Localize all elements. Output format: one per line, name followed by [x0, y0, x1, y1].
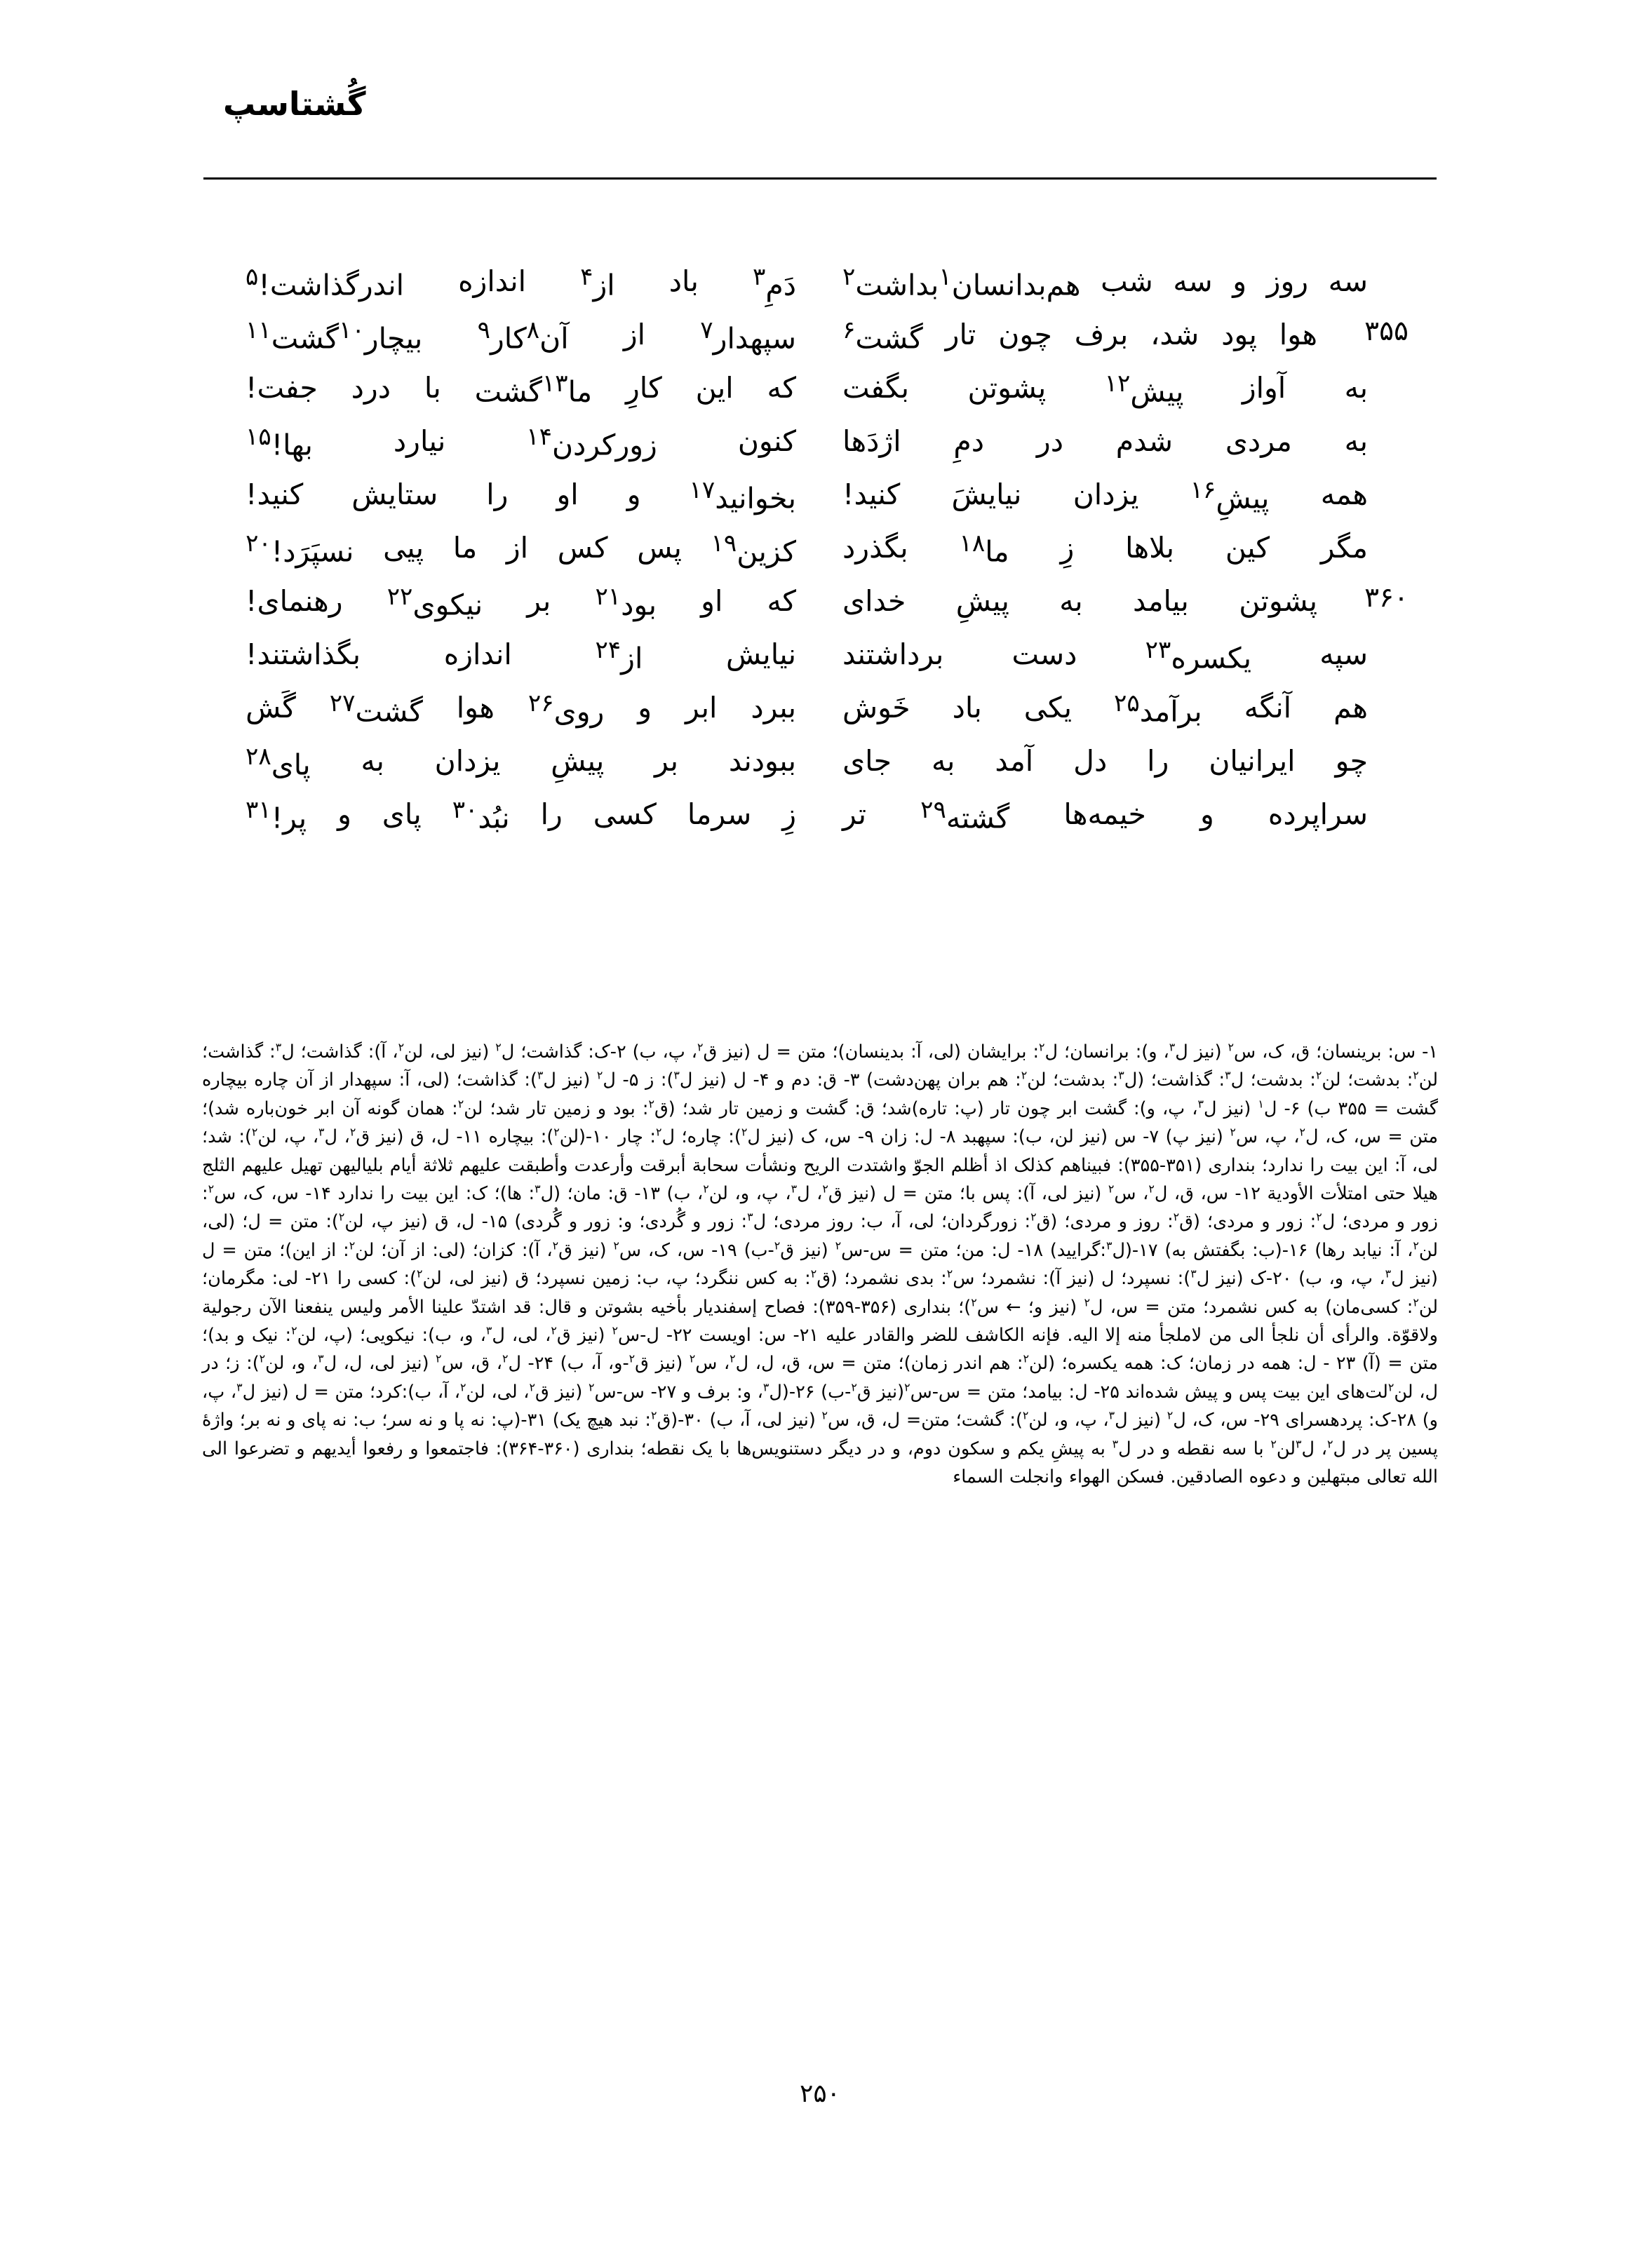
hemistich-second: زِ سرما کسی را نبُد$^{۳۰}$ پای و پر!$^{۳۱}$ [246, 795, 796, 835]
hemistich-first: سپه یکسره$^{۲۳}$ دست برداشتند [842, 635, 1368, 675]
verse-couplet [231, 419, 1409, 467]
verse-couplet [231, 473, 1409, 520]
hemistich-first: سراپرده و خیمه‌ها گشته$^{۲۹}$ تر [842, 795, 1368, 835]
verse-couplet [231, 633, 1409, 680]
hemistich-first: هوا پود شد، برف چون تار گشت$^۶$ [842, 316, 1317, 356]
verse-couplet [231, 739, 1409, 787]
hemistich-first: مگر کین بلاها زِ ما$^{۱۸}$ بگذرد [842, 529, 1368, 569]
apparatus-criticus [202, 1038, 1438, 1492]
verse-couplet [231, 259, 1409, 307]
hemistich-second: ببرد ابر و روی$^{۲۶}$ هوا گشت$^{۲۷}$ گَش [246, 689, 796, 729]
hemistich-second: دَمِ$^۳$ باد از$^۴$ اندازه اندرگذاشت!$^۵$ [246, 263, 796, 302]
apparatus-paragraph: ۱- س: برینسان؛ ق، ک، س$^۲$ (نیز ل$^۳$، و): برانسان؛ ل$^۲$: برایشان (لی، آ: بدینسان)؛ متن = ل (نیز ق$^۲$، پ، ب) ۲-ک: گذاشت؛ ل$^۲$ (نیز لی، لن$^۲$، آ): گذاشت؛ ل$^۳$: گذاشت؛ لن$^۲$: بدشت؛ لن$^۲$: بدشت؛ ل$^۳$: گذاشت؛ (ل$^۳$: بدشت؛ لن$^۲$: هم بران پهن‌دشت) ۳- ق: دم و ۴- ل (نیز ل$^۳$): ز ۵- ل$^۲$ (نیز ل$^۳$): گذاشت؛ (لی، آ: سپهدار از آن چاره بیچاره گشت = ۳۵۵ ب) ۶- ل$^۱$ (نیز ل$^۳$، پ، و): گشت ابر چون تار (پ: تاره)شد؛ ق: گشت و زمین تار شد؛ (ق$^۲$: بود و زمین تار شد؛ لن$^۲$: همان گونه آن ابر خون‌باره شد)؛ متن = س، ک، ل$^۲$، پ، س$^۲$ (نیز پ) ۷- س (نیز لن، ب): سپهبد ۸- ل: زان ۹- س، ک (نیز ل$^۲$): چاره؛ ل$^۲$: چار ۱۰-(لن$^۲$): بیچاره ۱۱- ل، ق (نیز ق$^۲$، ل$^۳$، پ، لن$^۲$): شد؛ لی، آ: این بیت را ندارد؛ بنداری (۳۵۱-۳۵۵): فبیناهم کذلک اذ أظلم الجوّ واشتدت الریح ونشأت سحابة أبرقت وأرعدت وأطبقت علیهم ثلاثة أیام بلیالیهن تهیل علیهم الثلج هیلا حتی امتلأت الأودیة ۱۲- س، ق، ل$^۲$، س$^۲$ (نیز لی، آ): پس با؛ متن = ل (نیز ق$^۲$، ل$^۳$، پ، و، لن$^۲$، ب) ۱۳- ق: مان؛ (ل$^۳$: ها)؛ ک: این بیت را ندارد ۱۴- س، ک، س$^۲$: زور و مردی؛ ل$^۲$: زور و مردی؛ (ق$^۲$: روز و مردی؛ (ق$^۲$: زورگردان؛ لی، آ، ب: روز مردی؛ ل$^۳$: زور و گُردی؛ و: زور و گُردی) ۱۵- ل، ق (نیز پ، لن$^۲$): متن = ل؛ (لی، لن$^۲$، آ: نیابد رها) ۱۶-(ب: بگفتش به) ۱۷-(ل$^۳$:گرایید) ۱۸- ل: من؛ متن = س-س$^۲$ (نیز ق$^۲$-ب) ۱۹- س، ک، س$^۲$ (نیز ق$^۲$، آ): کزان؛ (لی: از آن؛ لن$^۲$: از این)؛ متن = ل (نیز ل$^۳$، پ، و، ب) ۲۰-ک (نیز ل$^۳$): نسپرد؛ ل (نیز آ): نشمرد؛ س$^۲$: بدی نشمرد؛ (ق$^۲$: به کس ننگرد؛ پ، ب: زمین نسپرد؛ ق (نیز لی، لن$^۲$): کسی را ۲۱- لی: مگرمان؛ لن$^۲$: کسی‌مان) به کس نشمرد؛ متن = س، ل$^۲$ (نیز و؛ ← س$^۲$)؛ بنداری (۳۵۶-۳۵۹): فصاح إسفندیار بأخیه بشوتن و قال: قد اشتدّ علینا الأمر ولیس ینفعنا الآن رجولیة ولاقوّة. والرأی أن نلجأ الی من لاملجأ منه إلا الیه. فإنه الکاشف للضر والقادر علیه ۲۱- س: اویست ۲۲- ل-س$^۲$ (نیز ق$^۲$، لی، ل$^۳$، و، ب): نیکویی؛ (پ، لن$^۲$: نیک و بد)؛ متن = (آ) ۲۳ - ل: همه در زمان؛ ک: همه یکسره؛ (لن$^۲$: هم اندر زمان)؛ متن = س، ق، ل، ل$^۲$، س$^۲$ (نیز ق$^۲$-و، آ، ب) ۲۴- ل$^۲$، ق، س$^۲$ (نیز لی، ل، ل$^۳$، و، لن$^۲$): ز؛ در ل، لن$^۲$لت‌های این بیت پس و پیش شده‌اند ۲۵- ل: بیامد؛ متن = س-س$^۲$(نیز ق$^۲$-ب) ۲۶-(ل$^۳$، و: برف و ۲۷- س-س$^۲$ (نیز ق$^۲$، لی، لن$^۲$، آ، ب):کرد؛ متن = ل (نیز ل$^۳$، پ، و) ۲۸-ک: پردهسرای ۲۹- س، ک، ل$^۲$ (نیز ل$^۳$، پ، و، لن$^۲$): گشت؛ متن= ل، ق، س$^۲$ (نیز لی، آ، ب) ۳۰-(ق$^۲$: نبد هیچ یک) ۳۱-(پ: نه پا و نه سر؛ ب: نه پای و نه بر؛ واژهٔ پسین پر در ل$^۲$، ل$^۳$لن$^۲$ با سه نقطه و در ل$^۳$ به پیشِ یکم و سکون دوم، و در دیگر دستنویس‌ها با یک نقطه؛ بنداری (۳۶۰-۳۶۴): فاجتمعوا و رفعوا أیدیهم و تضرعوا الی الله تعالی مبتهلین و دعوه الصادقین. فسکن الهواء وانجلت السماء [202, 1040, 1438, 1488]
hemistich-second: کنون زورکردن$^{۱۴}$ نیارد بها!$^{۱۵}$ [246, 422, 796, 462]
hemistich-first: پشوتن بیامد به پیشِ خدای [842, 583, 1317, 618]
hemistich-first: به آواز پیش$^{۱۲}$ پشوتن بگفت [842, 369, 1368, 409]
running-head: گُشتاسپ [223, 85, 366, 123]
verse-line-number: ۳۵۵ [1364, 316, 1409, 347]
verse-couplet [231, 579, 1409, 627]
hemistich-second: کزین$^{۱۹}$ پس کس از ما پیی نسپَرَد!$^{۲۰}$ [246, 529, 796, 569]
hemistich-second: که او بود$^{۲۱}$ بر نیکوی$^{۲۲}$ رهنمای! [246, 582, 796, 622]
hemistich-first: همه پیشِ$^{۱۶}$ یزدان نیایشَ کنید! [842, 475, 1368, 515]
hemistich-second: ببودند بر پیشِ یزدان به پای$^{۲۸}$ [246, 742, 796, 782]
hemistich-second: که این کارِ ما$^{۱۳}$گشت با درد جفت! [246, 369, 796, 409]
verse-couplet [231, 313, 1409, 360]
hemistich-first: به مردی شدم در دمِ اژدَها [842, 424, 1368, 458]
header-rule [203, 177, 1437, 180]
verse-couplet [231, 686, 1409, 734]
verse-couplet [231, 366, 1409, 414]
hemistich-first: چو ایرانیان را دل آمد به جای [842, 743, 1368, 778]
hemistich-first: هم آنگه برآمد$^{۲۵}$ یکی باد خَوش [842, 689, 1368, 729]
verse-block [231, 259, 1409, 846]
hemistich-second: نیایش از$^{۲۴}$ اندازه بگذاشتند! [246, 635, 796, 675]
verse-line-number: ۳۶۰ [1364, 582, 1409, 614]
hemistich-second: بخوانید$^{۱۷}$ و او را ستایش کنید! [246, 475, 796, 515]
hemistich-first: سه روز و سه شب هم‌بدانسان$^۱$بداشت$^۲$ [842, 263, 1368, 302]
verse-couplet [231, 792, 1409, 840]
verse-couplet [231, 526, 1409, 574]
hemistich-second: سپهدار$^۷$ از آن$^۸$کار$^۹$ بیچار$^{۱۰}$گشت$^{۱۱}$ [246, 316, 796, 356]
folio-number: ۲۵۰ [799, 2079, 840, 2108]
page-header [203, 84, 1437, 189]
